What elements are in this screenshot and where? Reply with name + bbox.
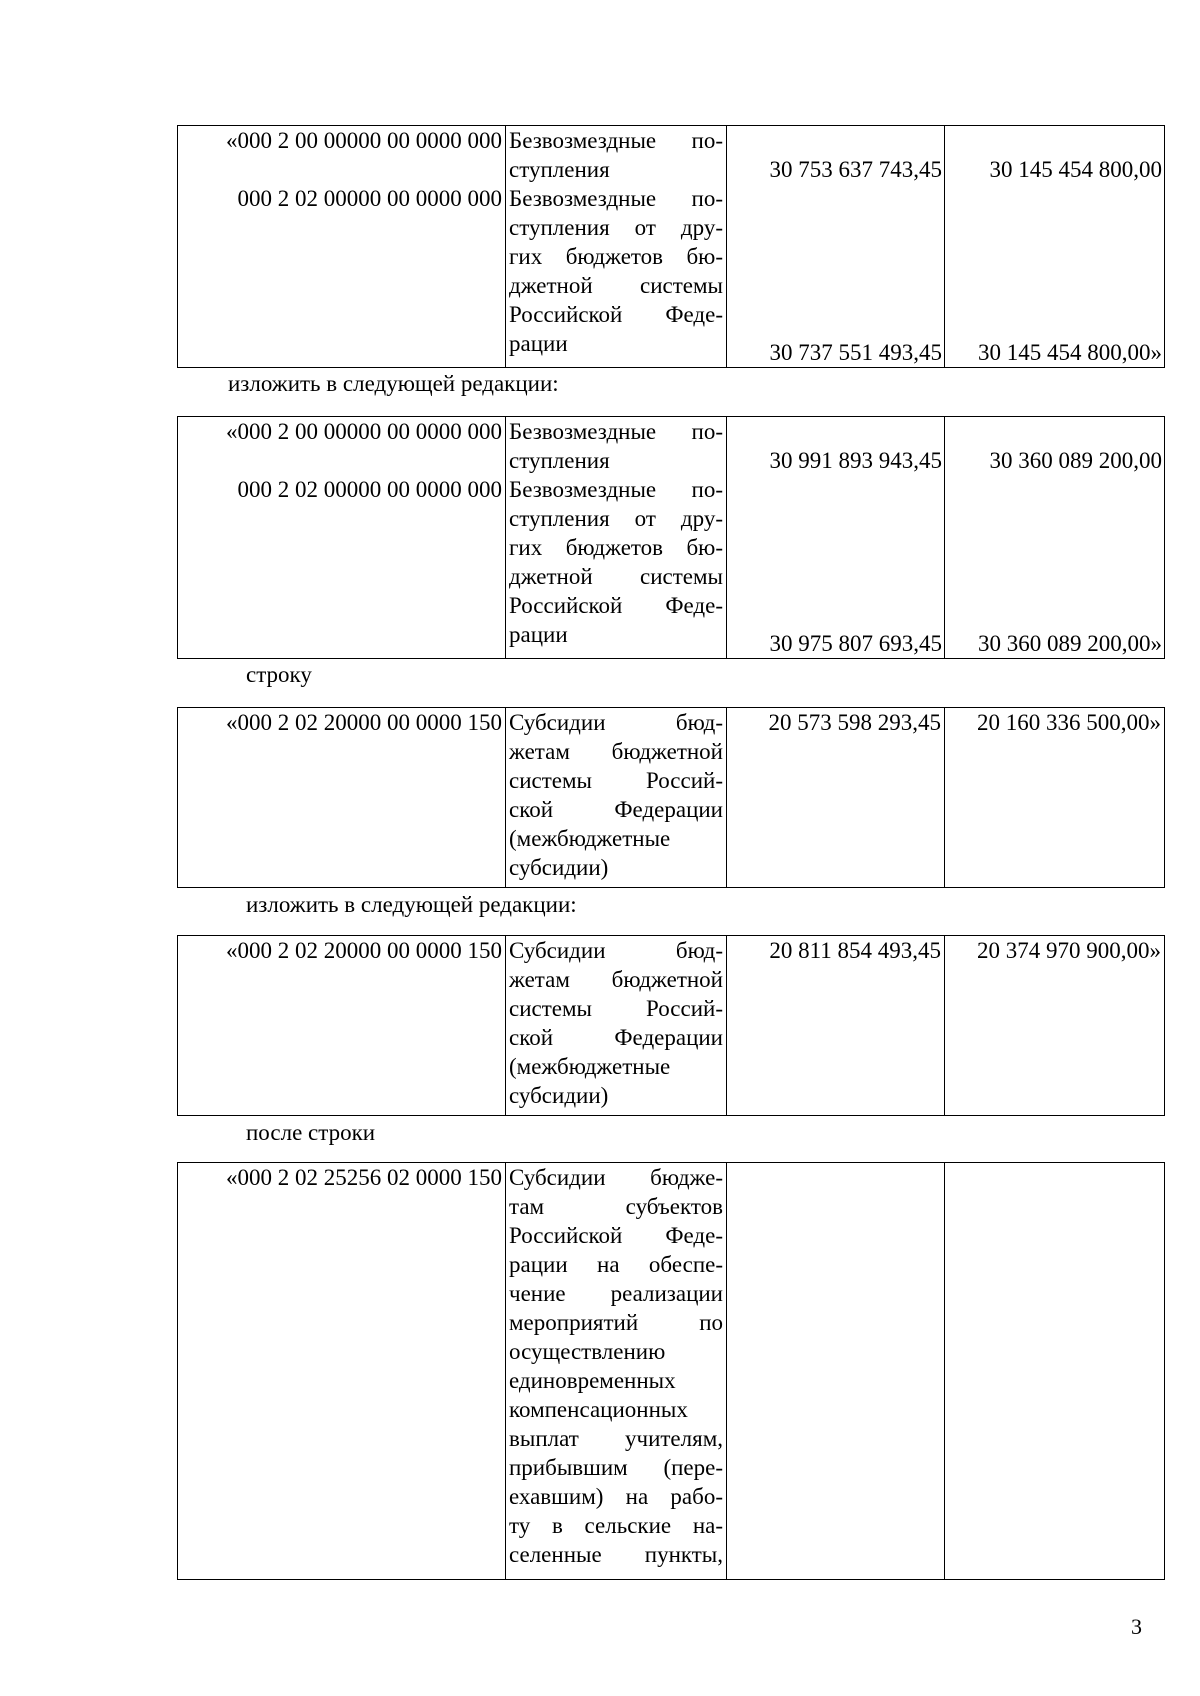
name-line: жетам бюджетной <box>509 967 723 992</box>
name-cell <box>506 1163 727 1580</box>
name-line: Российской Феде- <box>509 302 723 327</box>
amendment-table-old-2 <box>177 707 1165 888</box>
amount-value: 30 975 807 693,45 <box>769 631 942 656</box>
amount-value: 30 145 454 800,00» <box>978 340 1162 365</box>
name-cell <box>506 126 727 368</box>
name-line: единовременных <box>509 1368 676 1393</box>
instruction-text: изложить в следующей редакции: <box>228 371 559 396</box>
name-line: рации <box>509 331 568 356</box>
name-line: прибывшим (пере- <box>509 1455 723 1480</box>
name-line: селенные пункты, <box>509 1542 723 1567</box>
amount-value: 20 160 336 500,00» <box>977 710 1161 735</box>
table-row <box>178 708 1165 888</box>
amount-value: 30 753 637 743,45 <box>769 157 942 182</box>
name-line: ской Федерации <box>509 1025 723 1050</box>
name-line: рации <box>509 622 568 647</box>
name-line: ехавшим) на рабо- <box>509 1484 723 1509</box>
name-line: ступления <box>509 157 610 182</box>
amount-cell-year2 <box>945 126 1165 368</box>
name-line: субсидии) <box>509 1083 609 1108</box>
amendment-table-new-1 <box>177 416 1165 659</box>
name-line: ступления от дру- <box>509 506 723 531</box>
code-cell <box>178 1163 506 1580</box>
code-line: 000 2 02 00000 00 0000 000 <box>237 186 502 211</box>
name-line: Безвозмездные по- <box>509 186 723 211</box>
amount-value: 20 374 970 900,00» <box>977 938 1161 963</box>
name-line: джетной системы <box>509 273 723 298</box>
instruction-text: изложить в следующей редакции: <box>246 892 577 917</box>
name-line: системы Россий- <box>509 996 723 1021</box>
amount-cell-year1 <box>727 708 945 888</box>
code-line: «000 2 02 25256 02 0000 150 <box>226 1165 502 1190</box>
page-number: 3 <box>1131 1614 1142 1639</box>
name-line: гих бюджетов бю- <box>509 535 723 560</box>
amount-value: 30 360 089 200,00 <box>989 448 1162 473</box>
amendment-table-new-2 <box>177 935 1165 1116</box>
name-line: там субъектов <box>509 1194 723 1219</box>
amendment-table-insert <box>177 1162 1165 1580</box>
name-cell <box>506 708 727 888</box>
code-line: «000 2 02 20000 00 0000 150 <box>226 938 502 963</box>
amount-cell-year1 <box>727 1163 945 1580</box>
amount-cell-year2 <box>945 1163 1165 1580</box>
code-cell <box>178 708 506 888</box>
table-row <box>178 126 1165 368</box>
name-line: системы Россий- <box>509 768 723 793</box>
name-line: ступления <box>509 448 610 473</box>
name-line: Безвозмездные по- <box>509 419 723 444</box>
name-line: джетной системы <box>509 564 723 589</box>
amount-value: 30 360 089 200,00» <box>978 631 1162 656</box>
amount-cell-year2 <box>945 708 1165 888</box>
name-line: компенсационных <box>509 1397 688 1422</box>
name-line: мероприятий по <box>509 1310 723 1335</box>
amount-value: 30 737 551 493,45 <box>769 340 942 365</box>
name-cell <box>506 936 727 1116</box>
code-cell <box>178 417 506 659</box>
code-line: 000 2 02 00000 00 0000 000 <box>237 477 502 502</box>
table-row <box>178 1163 1165 1580</box>
code-line: «000 2 02 20000 00 0000 150 <box>226 710 502 735</box>
name-line: Российской Феде- <box>509 593 723 618</box>
code-cell <box>178 936 506 1116</box>
name-line: Безвозмездные по- <box>509 128 723 153</box>
name-line: чение реализации <box>509 1281 723 1306</box>
name-line: (межбюджетные <box>509 1054 671 1079</box>
amendment-table-old-1 <box>177 125 1165 368</box>
name-line: ту в сельские на- <box>509 1513 723 1538</box>
amount-value: 30 145 454 800,00 <box>989 157 1162 182</box>
amount-cell-year2 <box>945 936 1165 1116</box>
amount-value: 30 991 893 943,45 <box>769 448 942 473</box>
name-line: жетам бюджетной <box>509 739 723 764</box>
name-line: ступления от дру- <box>509 215 723 240</box>
instruction-text: после строки <box>246 1120 376 1145</box>
amount-cell-year1 <box>727 417 945 659</box>
amount-value: 20 811 854 493,45 <box>769 938 941 963</box>
amount-value: 20 573 598 293,45 <box>768 710 941 735</box>
instruction-text: строку <box>246 662 312 687</box>
table-row <box>178 417 1165 659</box>
name-line: Безвозмездные по- <box>509 477 723 502</box>
name-line: ской Федерации <box>509 797 723 822</box>
name-line: Субсидии бюдже- <box>509 1165 723 1190</box>
name-cell <box>506 417 727 659</box>
amount-cell-year2 <box>945 417 1165 659</box>
code-line: «000 2 00 00000 00 0000 000 <box>226 128 502 153</box>
name-line: выплат учителям, <box>509 1426 723 1451</box>
name-line: гих бюджетов бю- <box>509 244 723 269</box>
code-cell <box>178 126 506 368</box>
table-row <box>178 936 1165 1116</box>
name-line: Российской Феде- <box>509 1223 723 1248</box>
amount-cell-year1 <box>727 936 945 1116</box>
name-line: субсидии) <box>509 855 609 880</box>
name-line: Субсидии бюд- <box>509 710 723 735</box>
name-line: Субсидии бюд- <box>509 938 723 963</box>
amount-cell-year1 <box>727 126 945 368</box>
code-line: «000 2 00 00000 00 0000 000 <box>226 419 502 444</box>
name-line: (межбюджетные <box>509 826 671 851</box>
name-line: осуществлению <box>509 1339 666 1364</box>
name-line: рации на обеспе- <box>509 1252 723 1277</box>
